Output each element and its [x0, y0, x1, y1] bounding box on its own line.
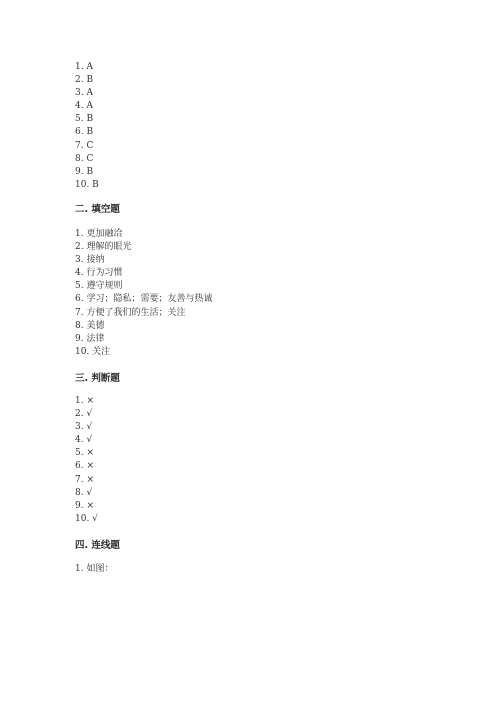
list-item: 7. 方便了我们的生活；关注 [75, 307, 186, 318]
list-item: 1. A [75, 62, 93, 72]
list-item: 8. 美德 [75, 320, 105, 331]
list-item: 2. 理解的眼光 [75, 242, 132, 253]
list-item: 2. √ [75, 409, 93, 420]
section-heading-fill-blank: 二. 填空题 [75, 204, 120, 215]
list-item: 6. × [75, 461, 94, 472]
true-false-answers-list [75, 395, 98, 526]
matching-answers-list [75, 563, 113, 576]
list-item: 4. A [75, 101, 93, 112]
list-item: 2. B [75, 75, 94, 86]
list-item: 3. A [75, 88, 93, 99]
list-item: 6. B [75, 127, 94, 138]
list-item: 4. 行为习惯 [75, 268, 123, 279]
list-item: 4. √ [75, 435, 93, 446]
list-item: 3. √ [75, 422, 93, 433]
list-item: 7. C [75, 140, 94, 151]
list-item: 1. 更加融洽 [75, 229, 123, 239]
list-item: 5. × [75, 448, 94, 459]
list-item: 1. × [75, 396, 94, 406]
list-item: 7. × [75, 474, 94, 485]
section-heading-true-false: 三. 判断题 [75, 373, 120, 384]
fill-blank-answers-list [75, 228, 212, 359]
list-item: 1. 如图： [75, 564, 114, 574]
list-item: 8. √ [75, 487, 93, 498]
list-item: 9. × [75, 500, 94, 511]
list-item: 6. 学习；隐私；需要；友善与热诚 [75, 294, 213, 305]
list-item: 9. B [75, 166, 94, 177]
list-item: 9. 法律 [75, 333, 105, 344]
list-item: 10. 关注 [75, 346, 111, 357]
list-item: 10. B [75, 179, 99, 190]
list-item: 3. 接纳 [75, 255, 105, 266]
section-heading-matching: 四. 连线题 [75, 540, 120, 551]
list-item: 8. C [75, 153, 94, 164]
list-item: 5. B [75, 114, 94, 125]
list-item: 10. √ [75, 513, 98, 524]
list-item: 5. 遵守规则 [75, 281, 123, 292]
choice-answers-list [75, 61, 99, 192]
